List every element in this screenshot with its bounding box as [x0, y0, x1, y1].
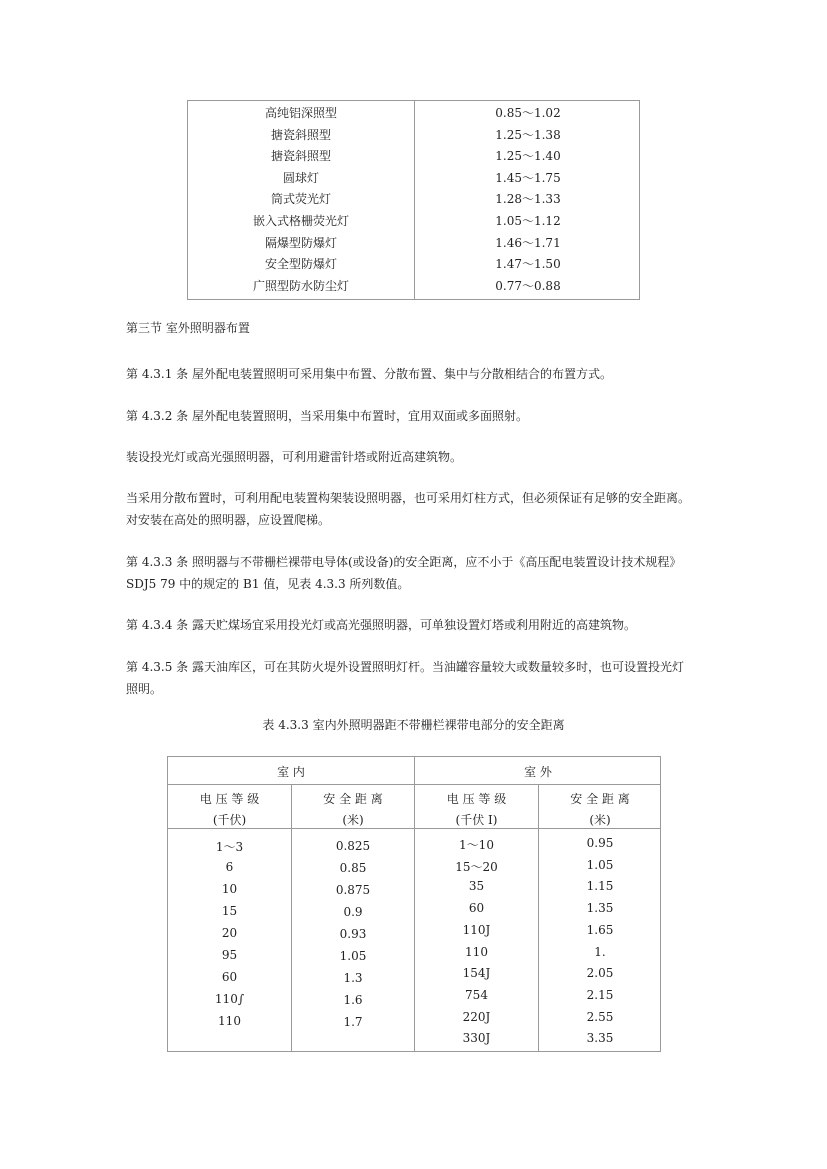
indoor-distance-cell: 0.85 [339, 861, 367, 875]
outdoor-distance-cell: 0.95 [586, 836, 614, 850]
luminaire-coefficient-table [187, 100, 640, 300]
indoor-voltage-cell: 95 [221, 948, 238, 962]
clause-4-3-5-line-2: 照明。 [126, 682, 163, 696]
table-row [188, 189, 639, 211]
clause-4-3-3-line-2: SDJ5 79 中的规定的 B1 值，见表 4.3.3 所列数值。 [126, 577, 410, 591]
section-title: 第三节 室外照明器布置 [126, 321, 250, 335]
luminaire-type: 搪瓷斜照型 [270, 149, 331, 164]
header-divider [168, 784, 660, 785]
clause-4-3-2: 第 4.3.2 条 屋外配电装置照明，当采用集中布置时，宜用双面或多面照射。 [126, 409, 528, 423]
coefficient-range: 1.46～1.71 [495, 235, 561, 250]
outdoor-distance-cell: 1.35 [586, 901, 614, 916]
indoor-voltage-cell: 110∫ [214, 992, 245, 1006]
table-row [188, 233, 639, 255]
indoor-voltage-cell: 1～3 [215, 840, 244, 854]
table-row [188, 103, 639, 125]
indoor-voltage-cell: 110 [218, 1014, 241, 1028]
coefficient-range: 1.47～1.50 [495, 257, 561, 272]
indoor-header: 室 内 [277, 765, 305, 779]
indoor-voltage-cell: 20 [221, 926, 238, 940]
outdoor-voltage-cell: 35 [468, 879, 485, 894]
indoor-voltage-cell: 10 [221, 882, 238, 896]
table-row [188, 168, 639, 190]
indoor-distance-cell: 1.6 [343, 993, 363, 1007]
outdoor-header: 室 外 [524, 765, 552, 779]
coefficient-range: 0.85～1.02 [495, 106, 561, 120]
coefficient-range: 1.05～1.12 [495, 214, 561, 228]
luminaire-type: 搪瓷斜照型 [270, 127, 331, 142]
luminaire-type: 广照型防水防尘灯 [252, 278, 349, 293]
clause-4-3-2-note: 装设投光灯或高光强照明器，可利用避雷针塔或附近高建筑物。 [126, 450, 463, 464]
indoor-voltage-header: 电 压 等 级 [199, 792, 260, 806]
outdoor-distance-cell: 1. [594, 944, 606, 959]
safety-distance-table [167, 756, 661, 1052]
indoor-distance-cell: 0.9 [343, 905, 363, 919]
coefficient-range: 1.25～1.40 [495, 149, 561, 164]
indoor-distance-cell: 1.05 [339, 949, 367, 963]
outdoor-distance-header: 安 全 距 离 [570, 792, 630, 806]
indoor-distance-cell: 1.3 [343, 971, 363, 985]
outdoor-distance-cell: 2.55 [586, 1009, 614, 1024]
luminaire-type: 筒式荧光灯 [270, 192, 331, 207]
coefficient-range: 1.28～1.33 [495, 192, 561, 207]
outdoor-distance-cell: 2.05 [586, 966, 614, 981]
outdoor-voltage-cell: 330J [462, 1031, 491, 1046]
outdoor-voltage-cell: 110J [462, 922, 491, 937]
outdoor-distance-unit: (米) [589, 813, 611, 827]
table-row [188, 254, 639, 276]
indoor-distance-unit: (米) [342, 813, 364, 827]
indoor-voltage-cell: 15 [221, 904, 238, 918]
table-row [188, 276, 639, 298]
indoor-voltage-unit: (千伏) [212, 813, 247, 827]
coefficient-range: 1.45～1.75 [495, 170, 561, 185]
luminaire-type: 高纯铝深照型 [264, 106, 337, 120]
outdoor-distance-cell: 1.15 [586, 879, 614, 894]
outdoor-distance-cell: 1.05 [586, 857, 614, 872]
indoor-distance-cell: 0.93 [339, 927, 367, 941]
clause-4-3-4: 第 4.3.4 条 露天贮煤场宜采用投光灯或高光强照明器，可单独设置灯塔或利用附近的高建筑物。 [126, 618, 636, 632]
coefficient-range: 0.77～0.88 [495, 278, 561, 293]
outdoor-voltage-cell: 15～20 [455, 859, 498, 874]
indoor-distance-cell: 0.825 [335, 839, 371, 853]
luminaire-type: 安全型防爆灯 [264, 257, 337, 272]
outdoor-voltage-cell: 110 [465, 944, 488, 959]
table-row [188, 125, 639, 147]
clause-4-3-1: 第 4.3.1 条 屋外配电装置照明可采用集中布置、分散布置、集中与分散相结合的布置方式。 [126, 367, 612, 381]
outdoor-distance-cell: 1.65 [586, 922, 614, 937]
header-divider [168, 828, 660, 829]
clause-4-3-5-line-1: 第 4.3.5 条 露天油库区，可在其防火堤外设置照明灯杆。当油罐容量较大或数量较多时，也可设置投光灯 [126, 660, 684, 674]
outdoor-voltage-cell: 754 [465, 987, 488, 1002]
table-row [188, 146, 639, 168]
dispersed-layout-line-1: 当采用分散布置时，可利用配电装置构架装设照明器，也可采用灯柱方式，但必须保证有足够的安全距离。 [126, 491, 691, 505]
outdoor-voltage-cell: 60 [468, 901, 485, 916]
clause-4-3-3-line-1: 第 4.3.3 条 照明器与不带栅栏裸带电导体(或设备)的安全距离，应不小于《高压配电装置设计技术规程》 [126, 555, 682, 569]
outdoor-voltage-cell: 1～10 [459, 838, 494, 852]
outdoor-voltage-unit: (千伏 I) [455, 813, 498, 827]
indoor-distance-cell: 1.7 [343, 1015, 363, 1029]
outdoor-voltage-header: 电 压 等 级 [446, 792, 507, 806]
luminaire-type: 隔爆型防爆灯 [264, 235, 337, 250]
table-caption: 表 4.3.3 室内外照明器距不带栅栏裸带电部分的安全距离 [262, 718, 565, 732]
outdoor-voltage-cell: 154J [462, 966, 491, 981]
luminaire-type: 嵌入式格栅荧光灯 [252, 214, 349, 228]
table-row [188, 211, 639, 233]
indoor-voltage-cell: 6 [225, 860, 234, 874]
outdoor-distance-cell: 3.35 [586, 1031, 614, 1046]
outdoor-distance-cell: 2.15 [586, 987, 614, 1002]
dispersed-layout-line-2: 对安装在高处的照明器，应设置爬梯。 [126, 513, 331, 527]
indoor-distance-header: 安 全 距 离 [323, 792, 383, 806]
luminaire-type: 圆球灯 [282, 170, 319, 185]
coefficient-range: 1.25～1.38 [495, 127, 561, 142]
outdoor-voltage-cell: 220J [462, 1009, 491, 1024]
indoor-voltage-cell: 60 [221, 970, 238, 984]
indoor-distance-cell: 0.875 [335, 883, 371, 897]
